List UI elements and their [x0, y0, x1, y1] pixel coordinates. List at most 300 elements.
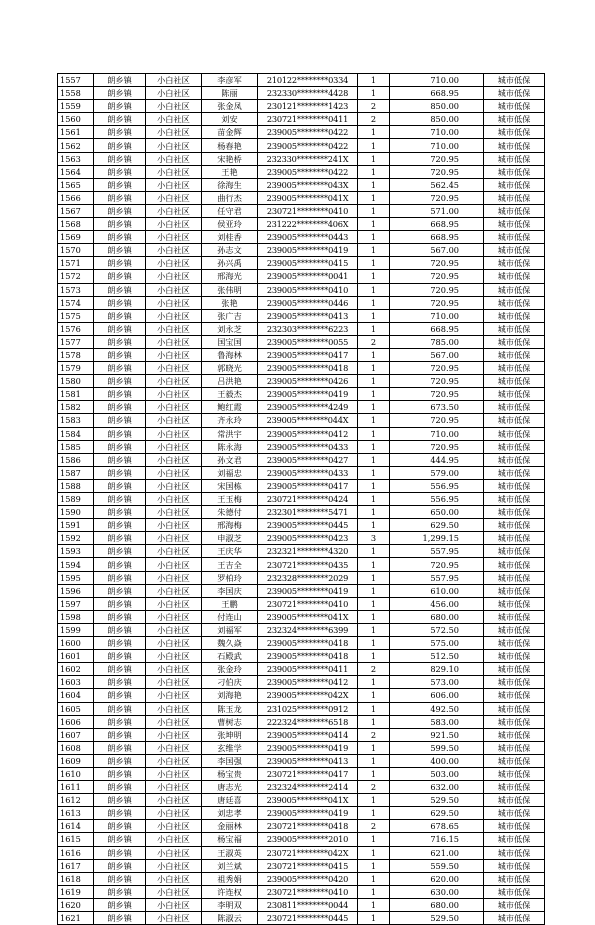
id-number-cell: 239005********0433 [258, 440, 358, 453]
benefit-type-cell: 城市低保 [484, 872, 545, 885]
serial-number-cell: 1579 [58, 362, 94, 375]
town-cell: 朗乡镇 [94, 231, 146, 244]
benefit-type-cell: 城市低保 [484, 178, 545, 191]
name-cell: 鲍红霞 [202, 401, 258, 414]
amount-cell: 512.50 [390, 650, 484, 663]
serial-number-cell: 1576 [58, 322, 94, 335]
id-number-cell: 230721********0410 [258, 885, 358, 898]
community-cell: 小白社区 [146, 204, 202, 217]
amount-cell: 716.15 [390, 833, 484, 846]
id-number-cell: 230721********0424 [258, 493, 358, 506]
id-number-cell: 239005********0419 [258, 807, 358, 820]
town-cell: 朗乡镇 [94, 767, 146, 780]
table-row [58, 204, 545, 217]
amount-cell: 650.00 [390, 506, 484, 519]
id-number-cell: 239005********0417 [258, 348, 358, 361]
town-cell: 朗乡镇 [94, 427, 146, 440]
id-number-cell: 230811********0044 [258, 898, 358, 911]
town-cell: 朗乡镇 [94, 506, 146, 519]
town-cell: 朗乡镇 [94, 126, 146, 139]
table-row [58, 898, 545, 911]
table-row [58, 152, 545, 165]
amount-cell: 710.00 [390, 139, 484, 152]
serial-number-cell: 1563 [58, 152, 94, 165]
name-cell: 任守君 [202, 204, 258, 217]
id-number-cell: 239005********2010 [258, 833, 358, 846]
serial-number-cell: 1567 [58, 204, 94, 217]
household-size-cell: 1 [358, 322, 390, 335]
household-size-cell: 1 [358, 807, 390, 820]
serial-number-cell: 1600 [58, 637, 94, 650]
id-number-cell: 239005********0411 [258, 663, 358, 676]
town-cell: 朗乡镇 [94, 244, 146, 257]
household-size-cell: 1 [358, 859, 390, 872]
name-cell: 许连权 [202, 885, 258, 898]
community-cell: 小白社区 [146, 362, 202, 375]
amount-cell: 572.50 [390, 623, 484, 636]
serial-number-cell: 1618 [58, 872, 94, 885]
household-size-cell: 1 [358, 571, 390, 584]
name-cell: 邢海光 [202, 270, 258, 283]
benefit-type-cell: 城市低保 [484, 741, 545, 754]
benefit-type-cell: 城市低保 [484, 754, 545, 767]
town-cell: 朗乡镇 [94, 204, 146, 217]
household-size-cell: 1 [358, 453, 390, 466]
table-row [58, 872, 545, 885]
community-cell: 小白社区 [146, 794, 202, 807]
household-size-cell: 1 [358, 466, 390, 479]
town-cell: 朗乡镇 [94, 257, 146, 270]
benefit-type-cell: 城市低保 [484, 152, 545, 165]
name-cell: 刘福忠 [202, 466, 258, 479]
serial-number-cell: 1568 [58, 218, 94, 231]
name-cell: 常洪宇 [202, 427, 258, 440]
table-row [58, 597, 545, 610]
serial-number-cell: 1620 [58, 898, 94, 911]
household-size-cell: 1 [358, 898, 390, 911]
table-row [58, 113, 545, 126]
town-cell: 朗乡镇 [94, 741, 146, 754]
table-row [58, 807, 545, 820]
community-cell: 小白社区 [146, 545, 202, 558]
town-cell: 朗乡镇 [94, 296, 146, 309]
table-row [58, 87, 545, 100]
community-cell: 小白社区 [146, 479, 202, 492]
serial-number-cell: 1587 [58, 466, 94, 479]
benefit-type-cell: 城市低保 [484, 820, 545, 833]
household-size-cell: 1 [358, 191, 390, 204]
household-size-cell: 2 [358, 781, 390, 794]
table-row [58, 637, 545, 650]
serial-number-cell: 1588 [58, 479, 94, 492]
amount-cell: 710.00 [390, 74, 484, 87]
table-row [58, 191, 545, 204]
name-cell: 张伟明 [202, 283, 258, 296]
name-cell: 李明双 [202, 898, 258, 911]
benefit-type-cell: 城市低保 [484, 781, 545, 794]
serial-number-cell: 1593 [58, 545, 94, 558]
serial-number-cell: 1602 [58, 663, 94, 676]
id-number-cell: 239005********0422 [258, 126, 358, 139]
table-row [58, 676, 545, 689]
serial-number-cell: 1601 [58, 650, 94, 663]
town-cell: 朗乡镇 [94, 152, 146, 165]
town-cell: 朗乡镇 [94, 623, 146, 636]
table-row [58, 466, 545, 479]
town-cell: 朗乡镇 [94, 74, 146, 87]
serial-number-cell: 1609 [58, 754, 94, 767]
serial-number-cell: 1559 [58, 100, 94, 113]
community-cell: 小白社区 [146, 623, 202, 636]
serial-number-cell: 1570 [58, 244, 94, 257]
table-row [58, 741, 545, 754]
name-cell: 王淑英 [202, 846, 258, 859]
id-number-cell: 239005********0433 [258, 466, 358, 479]
household-size-cell: 2 [358, 335, 390, 348]
id-number-cell: 231025********0912 [258, 702, 358, 715]
household-size-cell: 1 [358, 506, 390, 519]
community-cell: 小白社区 [146, 388, 202, 401]
name-cell: 刘安 [202, 113, 258, 126]
amount-cell: 456.00 [390, 597, 484, 610]
table-row [58, 322, 545, 335]
table-row [58, 558, 545, 571]
community-cell: 小白社区 [146, 270, 202, 283]
town-cell: 朗乡镇 [94, 139, 146, 152]
household-size-cell: 1 [358, 309, 390, 322]
name-cell: 齐永玲 [202, 414, 258, 427]
household-size-cell: 2 [358, 100, 390, 113]
benefit-type-cell: 城市低保 [484, 623, 545, 636]
benefit-type-cell: 城市低保 [484, 846, 545, 859]
community-cell: 小白社区 [146, 375, 202, 388]
serial-number-cell: 1607 [58, 728, 94, 741]
id-number-cell: 239005********0419 [258, 244, 358, 257]
town-cell: 朗乡镇 [94, 218, 146, 231]
benefit-type-cell: 城市低保 [484, 74, 545, 87]
serial-number-cell: 1565 [58, 178, 94, 191]
name-cell: 罗柏玲 [202, 571, 258, 584]
community-cell: 小白社区 [146, 610, 202, 623]
id-number-cell: 239005********0418 [258, 637, 358, 650]
name-cell: 唐廷喜 [202, 794, 258, 807]
id-number-cell: 232301********5471 [258, 506, 358, 519]
name-cell: 刘忠孝 [202, 807, 258, 820]
serial-number-cell: 1613 [58, 807, 94, 820]
town-cell: 朗乡镇 [94, 597, 146, 610]
household-size-cell: 1 [358, 846, 390, 859]
serial-number-cell: 1590 [58, 506, 94, 519]
serial-number-cell: 1589 [58, 493, 94, 506]
table-row [58, 728, 545, 741]
benefit-type-cell: 城市低保 [484, 912, 545, 925]
name-cell: 鲁海林 [202, 348, 258, 361]
amount-cell: 720.95 [390, 257, 484, 270]
name-cell: 张金凤 [202, 100, 258, 113]
amount-cell: 573.00 [390, 676, 484, 689]
benefit-type-cell: 城市低保 [484, 244, 545, 257]
table-row [58, 178, 545, 191]
amount-cell: 850.00 [390, 100, 484, 113]
id-number-cell: 239005********0420 [258, 872, 358, 885]
id-number-cell: 239005********0418 [258, 650, 358, 663]
id-number-cell: 239005********0427 [258, 453, 358, 466]
serial-number-cell: 1616 [58, 846, 94, 859]
id-number-cell: 232330********241X [258, 152, 358, 165]
household-size-cell: 1 [358, 283, 390, 296]
id-number-cell: 239005********0426 [258, 375, 358, 388]
table-row [58, 401, 545, 414]
table-row [58, 335, 545, 348]
community-cell: 小白社区 [146, 767, 202, 780]
community-cell: 小白社区 [146, 885, 202, 898]
benefit-type-cell: 城市低保 [484, 545, 545, 558]
serial-number-cell: 1557 [58, 74, 94, 87]
id-number-cell: 239005********042X [258, 689, 358, 702]
town-cell: 朗乡镇 [94, 322, 146, 335]
table-row [58, 571, 545, 584]
amount-cell: 557.95 [390, 571, 484, 584]
serial-number-cell: 1614 [58, 820, 94, 833]
community-cell: 小白社区 [146, 898, 202, 911]
benefit-type-cell: 城市低保 [484, 506, 545, 519]
benefit-type-cell: 城市低保 [484, 610, 545, 623]
community-cell: 小白社区 [146, 702, 202, 715]
benefit-type-cell: 城市低保 [484, 100, 545, 113]
amount-cell: 829.10 [390, 663, 484, 676]
amount-cell: 629.50 [390, 519, 484, 532]
amount-cell: 720.95 [390, 283, 484, 296]
community-cell: 小白社区 [146, 558, 202, 571]
household-size-cell: 1 [358, 741, 390, 754]
town-cell: 朗乡镇 [94, 807, 146, 820]
amount-cell: 785.00 [390, 335, 484, 348]
household-size-cell: 1 [358, 218, 390, 231]
community-cell: 小白社区 [146, 322, 202, 335]
benefit-type-cell: 城市低保 [484, 885, 545, 898]
benefit-type-cell: 城市低保 [484, 859, 545, 872]
community-cell: 小白社区 [146, 178, 202, 191]
household-size-cell: 1 [358, 139, 390, 152]
id-number-cell: 232303********6223 [258, 322, 358, 335]
community-cell: 小白社区 [146, 74, 202, 87]
town-cell: 朗乡镇 [94, 571, 146, 584]
serial-number-cell: 1603 [58, 676, 94, 689]
name-cell: 孙兴禹 [202, 257, 258, 270]
amount-cell: 720.95 [390, 388, 484, 401]
table-row [58, 348, 545, 361]
table-row [58, 781, 545, 794]
table-row [58, 532, 545, 545]
name-cell: 苗金辉 [202, 126, 258, 139]
serial-number-cell: 1578 [58, 348, 94, 361]
household-size-cell: 1 [358, 244, 390, 257]
household-size-cell: 1 [358, 689, 390, 702]
name-cell: 刁伯庆 [202, 676, 258, 689]
town-cell: 朗乡镇 [94, 100, 146, 113]
household-size-cell: 1 [358, 427, 390, 440]
household-size-cell: 1 [358, 794, 390, 807]
serial-number-cell: 1564 [58, 165, 94, 178]
amount-cell: 599.50 [390, 741, 484, 754]
id-number-cell: 232328********2029 [258, 571, 358, 584]
amount-cell: 606.00 [390, 689, 484, 702]
id-number-cell: 231222********406X [258, 218, 358, 231]
benefit-type-cell: 城市低保 [484, 283, 545, 296]
town-cell: 朗乡镇 [94, 833, 146, 846]
name-cell: 李彦军 [202, 74, 258, 87]
name-cell: 玄维学 [202, 741, 258, 754]
name-cell: 张金玲 [202, 663, 258, 676]
amount-cell: 1,299.15 [390, 532, 484, 545]
town-cell: 朗乡镇 [94, 309, 146, 322]
amount-cell: 579.00 [390, 466, 484, 479]
id-number-cell: 230721********0411 [258, 113, 358, 126]
community-cell: 小白社区 [146, 820, 202, 833]
amount-cell: 710.00 [390, 427, 484, 440]
serial-number-cell: 1561 [58, 126, 94, 139]
benefit-type-cell: 城市低保 [484, 231, 545, 244]
amount-cell: 503.00 [390, 767, 484, 780]
benefit-type-cell: 城市低保 [484, 453, 545, 466]
household-size-cell: 1 [358, 833, 390, 846]
household-size-cell: 1 [358, 440, 390, 453]
serial-number-cell: 1608 [58, 741, 94, 754]
community-cell: 小白社区 [146, 335, 202, 348]
community-cell: 小白社区 [146, 257, 202, 270]
amount-cell: 620.00 [390, 872, 484, 885]
household-size-cell: 1 [358, 296, 390, 309]
household-size-cell: 1 [358, 545, 390, 558]
name-cell: 王吉全 [202, 558, 258, 571]
serial-number-cell: 1571 [58, 257, 94, 270]
table-row [58, 296, 545, 309]
id-number-cell: 239005********0413 [258, 754, 358, 767]
name-cell: 金丽林 [202, 820, 258, 833]
serial-number-cell: 1611 [58, 781, 94, 794]
household-size-cell: 1 [358, 676, 390, 689]
benefit-type-cell: 城市低保 [484, 637, 545, 650]
table-row [58, 794, 545, 807]
serial-number-cell: 1591 [58, 519, 94, 532]
name-cell: 宋国栋 [202, 479, 258, 492]
household-size-cell: 1 [358, 388, 390, 401]
name-cell: 魏久焱 [202, 637, 258, 650]
id-number-cell: 230721********0417 [258, 767, 358, 780]
name-cell: 王玉梅 [202, 493, 258, 506]
town-cell: 朗乡镇 [94, 191, 146, 204]
id-number-cell: 239005********0446 [258, 296, 358, 309]
benefit-type-cell: 城市低保 [484, 558, 545, 571]
benefit-type-cell: 城市低保 [484, 466, 545, 479]
table-row [58, 231, 545, 244]
serial-number-cell: 1558 [58, 87, 94, 100]
benefit-type-cell: 城市低保 [484, 322, 545, 335]
community-cell: 小白社区 [146, 126, 202, 139]
community-cell: 小白社区 [146, 532, 202, 545]
town-cell: 朗乡镇 [94, 532, 146, 545]
town-cell: 朗乡镇 [94, 702, 146, 715]
community-cell: 小白社区 [146, 283, 202, 296]
town-cell: 朗乡镇 [94, 912, 146, 925]
benefit-type-cell: 城市低保 [484, 702, 545, 715]
name-cell: 郭晓光 [202, 362, 258, 375]
serial-number-cell: 1595 [58, 571, 94, 584]
name-cell: 张广吉 [202, 309, 258, 322]
name-cell: 刘福军 [202, 623, 258, 636]
name-cell: 孙志文 [202, 244, 258, 257]
id-number-cell: 239005********041X [258, 191, 358, 204]
id-number-cell: 239005********0422 [258, 139, 358, 152]
id-number-cell: 239005********0410 [258, 283, 358, 296]
household-size-cell: 2 [358, 820, 390, 833]
benefit-type-cell: 城市低保 [484, 218, 545, 231]
amount-cell: 710.00 [390, 126, 484, 139]
name-cell: 杨春艳 [202, 139, 258, 152]
benefit-type-cell: 城市低保 [484, 584, 545, 597]
amount-cell: 680.00 [390, 610, 484, 623]
community-cell: 小白社区 [146, 348, 202, 361]
serial-number-cell: 1574 [58, 296, 94, 309]
town-cell: 朗乡镇 [94, 584, 146, 597]
benefit-roster-table [57, 73, 545, 925]
amount-cell: 720.95 [390, 191, 484, 204]
benefit-type-cell: 城市低保 [484, 401, 545, 414]
household-size-cell: 1 [358, 165, 390, 178]
id-number-cell: 239005********041X [258, 610, 358, 623]
benefit-type-cell: 城市低保 [484, 270, 545, 283]
table-row [58, 309, 545, 322]
serial-number-cell: 1573 [58, 283, 94, 296]
benefit-type-cell: 城市低保 [484, 257, 545, 270]
amount-cell: 583.00 [390, 715, 484, 728]
community-cell: 小白社区 [146, 846, 202, 859]
household-size-cell: 1 [358, 754, 390, 767]
community-cell: 小白社区 [146, 715, 202, 728]
id-number-cell: 230721********0435 [258, 558, 358, 571]
table-row [58, 715, 545, 728]
town-cell: 朗乡镇 [94, 781, 146, 794]
serial-number-cell: 1619 [58, 885, 94, 898]
table-row [58, 375, 545, 388]
benefit-type-cell: 城市低保 [484, 794, 545, 807]
name-cell: 吕洪艳 [202, 375, 258, 388]
id-number-cell: 239005********0412 [258, 676, 358, 689]
serial-number-cell: 1577 [58, 335, 94, 348]
benefit-type-cell: 城市低保 [484, 165, 545, 178]
household-size-cell: 2 [358, 663, 390, 676]
benefit-type-cell: 城市低保 [484, 362, 545, 375]
table-row [58, 584, 545, 597]
benefit-type-cell: 城市低保 [484, 427, 545, 440]
amount-cell: 621.00 [390, 846, 484, 859]
table-row [58, 218, 545, 231]
serial-number-cell: 1599 [58, 623, 94, 636]
benefit-type-cell: 城市低保 [484, 663, 545, 676]
name-cell: 王毅杰 [202, 388, 258, 401]
benefit-type-cell: 城市低保 [484, 204, 545, 217]
id-number-cell: 232330********4428 [258, 87, 358, 100]
benefit-type-cell: 城市低保 [484, 388, 545, 401]
household-size-cell: 3 [358, 532, 390, 545]
amount-cell: 492.50 [390, 702, 484, 715]
name-cell: 陈丽 [202, 87, 258, 100]
table-row [58, 754, 545, 767]
household-size-cell: 1 [358, 126, 390, 139]
benefit-type-cell: 城市低保 [484, 898, 545, 911]
amount-cell: 632.00 [390, 781, 484, 794]
household-size-cell: 1 [358, 348, 390, 361]
